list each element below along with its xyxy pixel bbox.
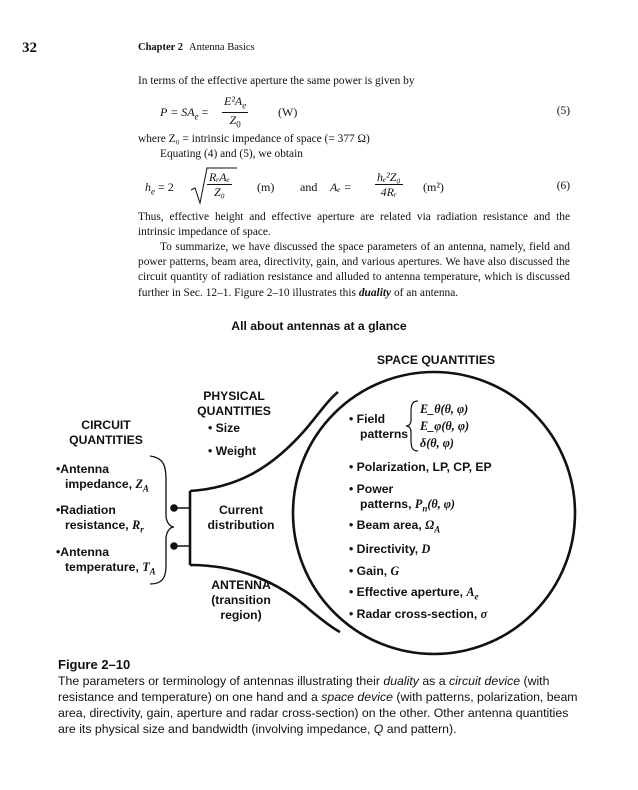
page-number: 32	[22, 40, 37, 56]
chapter-label: Chapter 2	[138, 42, 184, 53]
eq6-he: $h_e = 2$	[145, 180, 174, 197]
space-item-effective-aperture: • Effective aperture, $A_e$	[349, 585, 479, 602]
equating-line: Equating (4) and (5), we obtain	[160, 148, 303, 160]
figure-caption-label: Figure 2–10	[58, 657, 131, 672]
circuit-item-temperature: •Antenna temperature, $T_A$	[56, 545, 156, 577]
eq6-and: and	[300, 180, 318, 194]
figure-title: All about antennas at a glance	[231, 319, 407, 333]
connector-dot-top	[170, 504, 178, 512]
field-components	[420, 401, 469, 452]
figure-caption-text: The parameters or terminology of antennas illustrating their duality as a circuit device (with resistance and temperature) on one hand and a space device (with patterns, polarization, beam area, directivity, gain, aperture and radar cross-section) on the other. Other antenna quantities are its physical size and bandwidth (involving impedance, Q and pattern).	[58, 674, 578, 736]
paragraph-2: To summarize, we have discussed the space parameters of an antenna, namely, field and power patterns, beam area, directivity, gain, and various apertures. We have also discussed the circuit quantity of radiation resistance and alluded to antenna temperature, which is discussed further in Sec. 12–1. Figure 2–10 illustrates this duality of an antenna.	[138, 241, 570, 299]
antenna-transition-label: ANTENNA (transition region)	[211, 578, 271, 622]
eq6-ae: Aₑ =	[330, 180, 352, 194]
eq6-unit-2: (m²)	[423, 180, 444, 194]
space-item-beam-area: • Beam area, $\Omega_A$	[349, 518, 441, 535]
space-quantities-heading: SPACE QUANTITIES	[376, 353, 496, 367]
chapter-title: Antenna Basics	[189, 42, 255, 53]
paragraph-1: Thus, effective height and effective aperture are related via radiation resistance and the intrinsic impedance of space.	[138, 211, 570, 239]
eq5-number: (5)	[556, 105, 570, 117]
space-item-directivity: • Directivity, D	[349, 542, 431, 556]
eq6-fraction: $\frac{\text{hₑ²Z₀}}{\text{4Rᵣ}}$	[377, 170, 401, 199]
circuit-item-resistance: •Radiation resistance, $R_r$	[56, 503, 144, 535]
eq6-number: (6)	[556, 180, 570, 192]
eq6-radicand: RᵣAₑ Z₀	[209, 170, 230, 199]
space-item-field-patterns: • Field patterns	[349, 412, 409, 441]
space-item-power-patterns: • Power patterns, $P_n(\theta$, φ)	[349, 482, 455, 514]
field-component-phi: E_φ(θ, φ)	[420, 419, 470, 433]
physical-item-weight: • Weight	[208, 444, 257, 458]
duality-emphasis: duality	[358, 286, 392, 299]
eq6-unit-1: (m)	[257, 180, 275, 194]
circuit-item-impedance: •Antenna impedance, $Z_A$	[56, 462, 149, 494]
space-item-polarization: • Polarization, LP, CP, EP	[349, 460, 492, 474]
circuit-quantities-heading: CIRCUIT QUANTITIES	[69, 418, 143, 447]
eq5-lhs: $P = SA_e$ =	[160, 105, 209, 122]
field-component-theta: E_θ(θ, φ)	[420, 402, 469, 416]
physical-item-size: • Size	[208, 421, 241, 435]
intro-text: In terms of the effective aperture the same power is given by	[138, 75, 415, 87]
eq5-unit: (W)	[278, 105, 298, 119]
connector-dot-bottom	[170, 542, 178, 550]
current-distribution-label: Current distribution	[207, 503, 275, 532]
eq5-fraction: $\frac{E^2A_e}{Z_0}$	[224, 94, 247, 130]
field-component-delta: δ(θ, φ)	[420, 436, 454, 450]
physical-quantities-heading: PHYSICAL QUANTITIES	[197, 389, 271, 418]
space-item-gain: • Gain, G	[349, 564, 400, 578]
where-line: where Z₀ = intrinsic impedance of space (= 377 Ω)	[138, 133, 370, 145]
space-item-radar-cross-section: • Radar cross-section, σ	[349, 607, 488, 621]
